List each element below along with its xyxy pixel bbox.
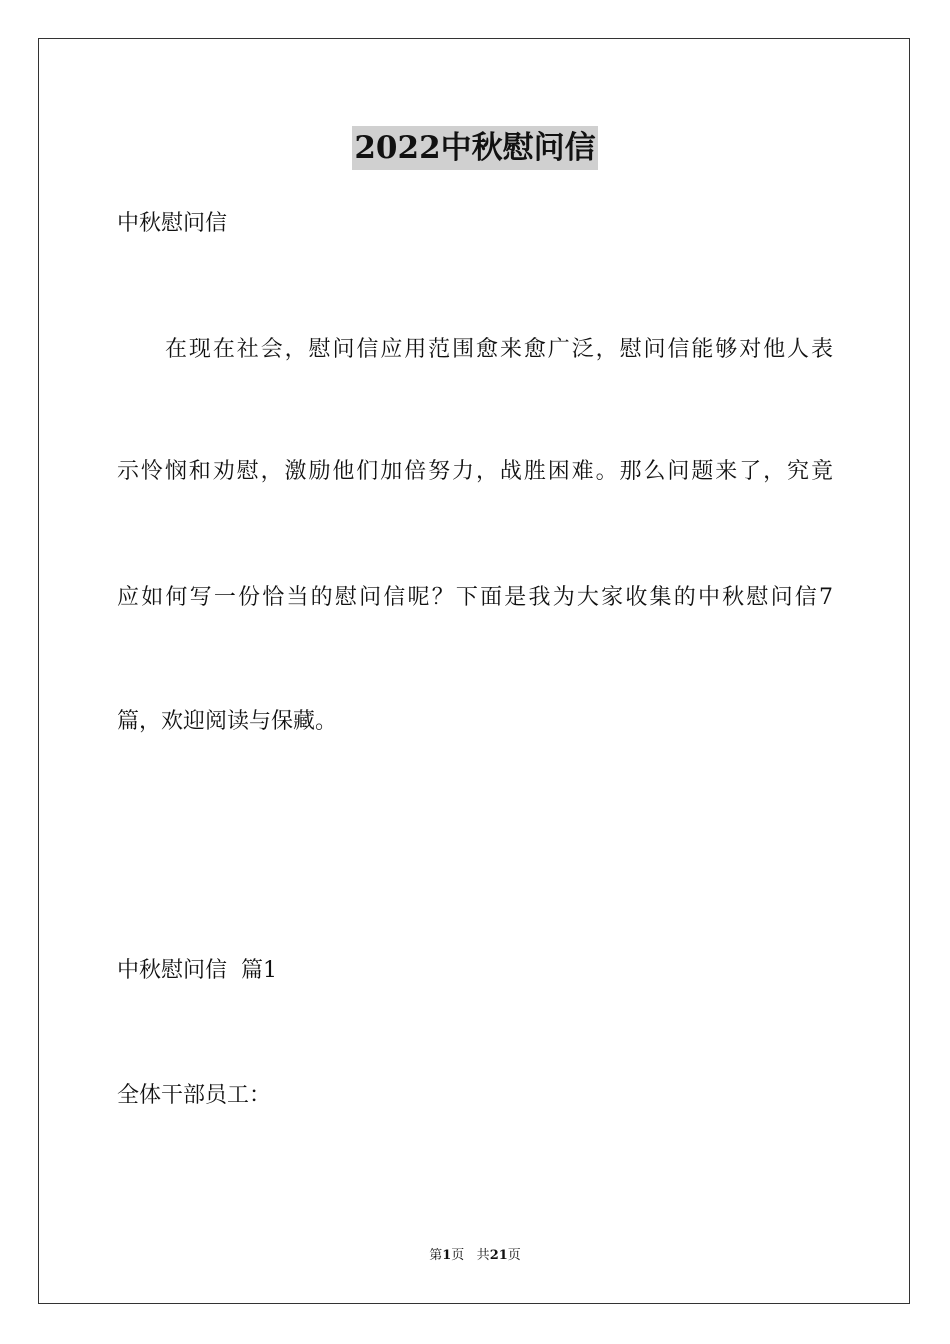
intro-paragraph-line-2: 示怜悯和劝慰，激励他们加倍努力，战胜困难。那么问题来了，究竟 — [117, 459, 833, 484]
document-title: 2022中秋慰问信 — [352, 126, 597, 170]
footer-page-number: 1 — [442, 1248, 452, 1263]
footer-total-prefix: 共 — [476, 1248, 490, 1263]
document-subtitle: 中秋慰问信 — [117, 211, 228, 236]
footer-page-prefix: 第 — [429, 1248, 443, 1263]
title-container — [0, 126, 950, 170]
salutation: 全体干部员工： — [117, 1083, 272, 1108]
intro-paragraph-line-1: 在现在社会，慰问信应用范围愈来愈广泛，慰问信能够对他人表 — [165, 337, 833, 362]
intro-paragraph-line-3: 应如何写一份恰当的慰问信呢？下面是我为大家收集的中秋慰问信7 — [117, 585, 833, 610]
footer-total-suffix: 页 — [507, 1248, 521, 1263]
section-heading: 中秋慰问信 篇1 — [117, 958, 277, 983]
intro-paragraph-line-4: 篇，欢迎阅读与保藏。 — [117, 709, 338, 734]
footer-total-pages: 21 — [489, 1248, 508, 1263]
footer-page-suffix: 页 — [451, 1248, 465, 1263]
page-footer — [0, 1247, 950, 1265]
